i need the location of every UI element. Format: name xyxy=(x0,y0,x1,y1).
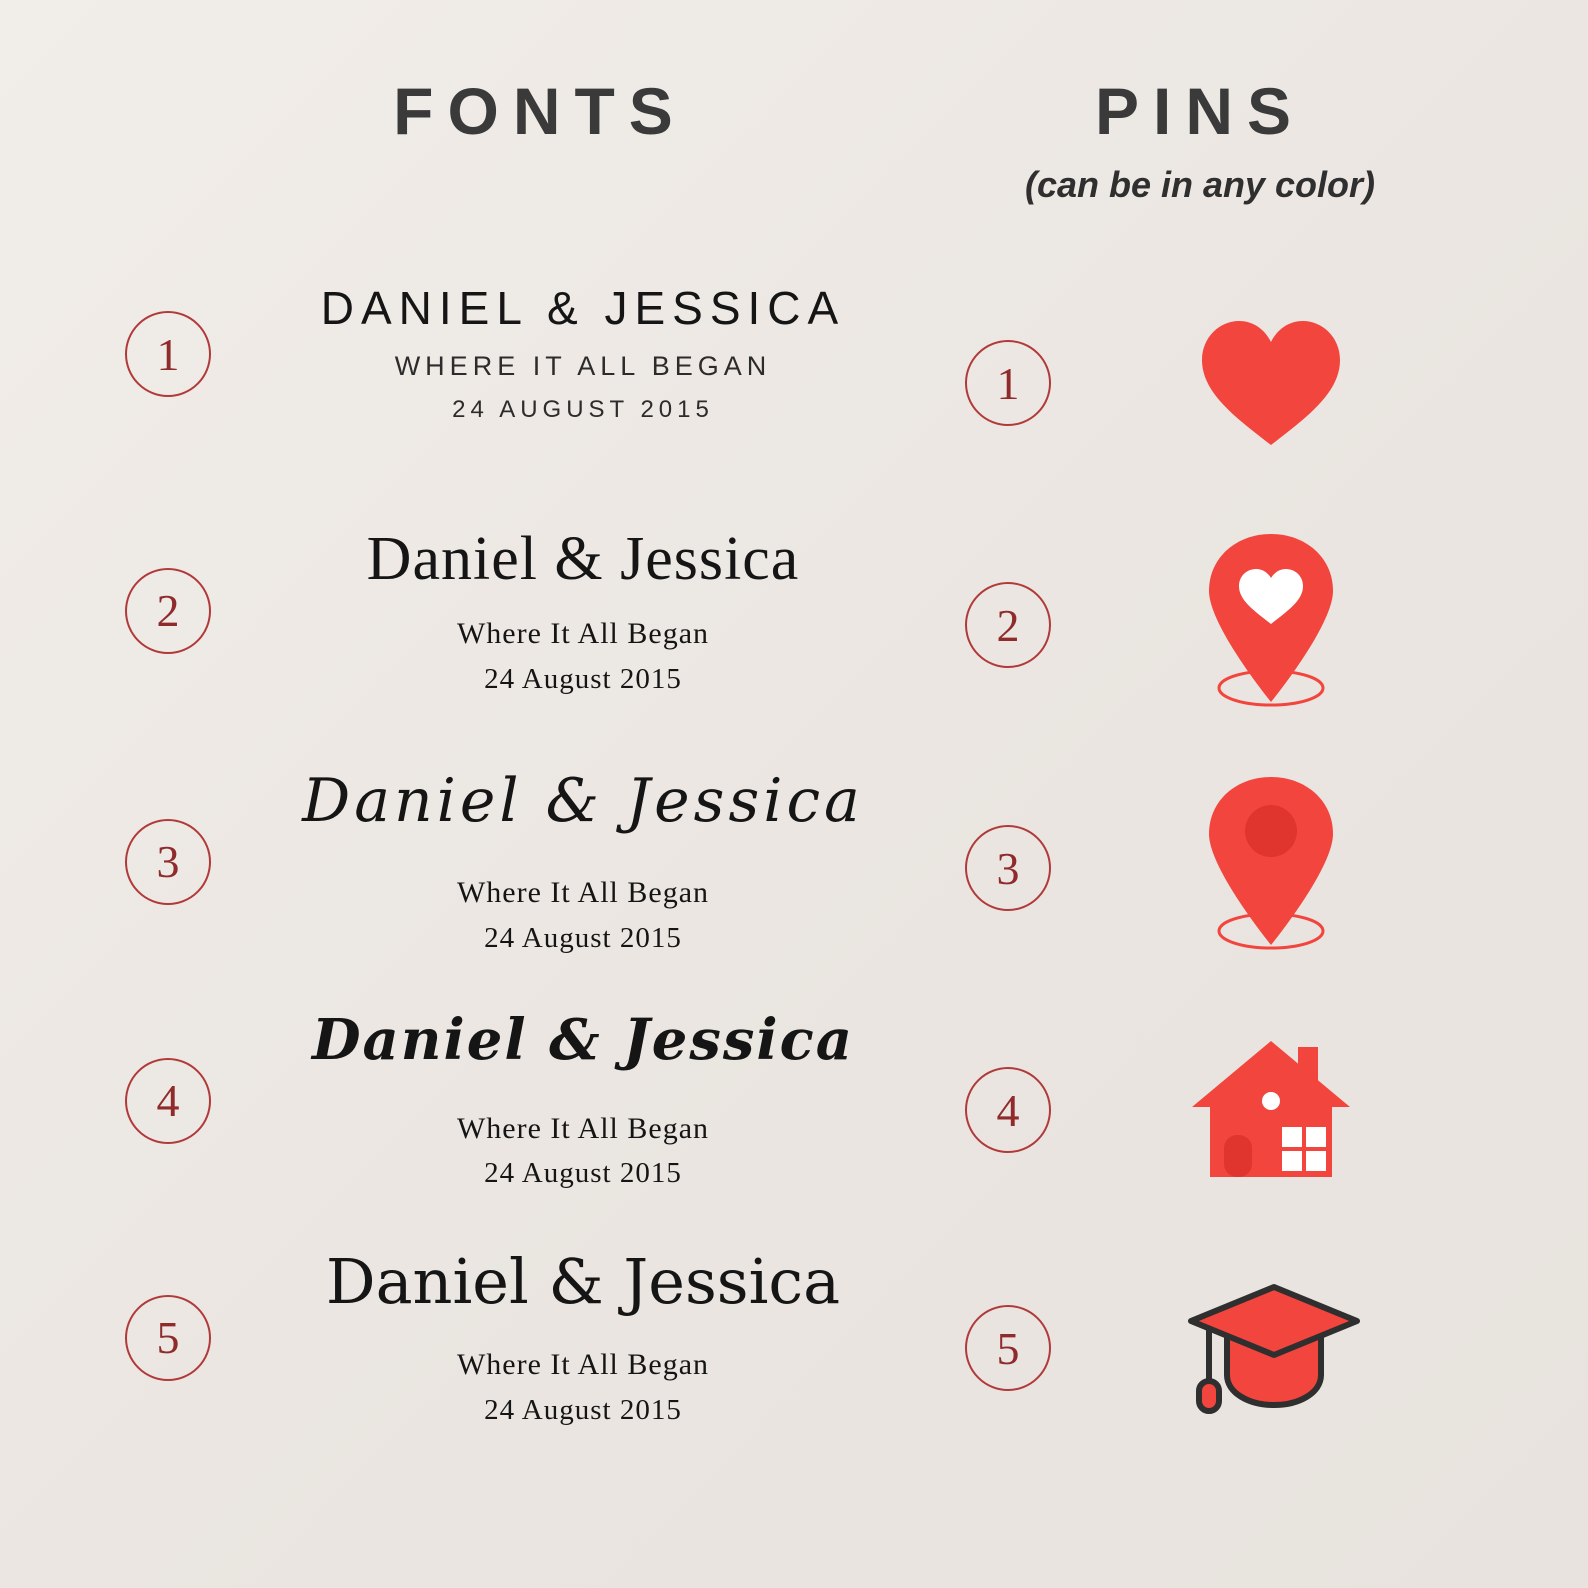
font-sample-subtitle: Where It All Began xyxy=(456,876,710,909)
font-option-4[interactable] xyxy=(125,1007,893,1191)
font-sample-date: 24 August 2015 xyxy=(484,662,682,695)
graduation-cap-icon xyxy=(1171,1248,1371,1448)
map-pin-dot-icon xyxy=(1171,768,1371,968)
font-option-5[interactable] xyxy=(125,1245,893,1428)
pin-option-number: 2 xyxy=(965,582,1051,668)
font-option-number: 1 xyxy=(125,311,211,397)
pins-title: PINS xyxy=(1094,74,1306,148)
font-sample-names: DANIEL & JESSICA xyxy=(320,282,846,334)
pin-option-5[interactable] xyxy=(965,1248,1371,1448)
pin-option-number: 4 xyxy=(965,1067,1051,1153)
font-sample xyxy=(273,768,893,956)
font-sample-date: 24 August 2015 xyxy=(484,1157,682,1190)
house-icon xyxy=(1171,1010,1371,1210)
pin-option-1[interactable] xyxy=(965,283,1371,483)
map-pin-heart-icon xyxy=(1171,525,1371,725)
pins-subtitle: (can be in any color) xyxy=(1024,164,1376,205)
font-sample xyxy=(273,283,893,425)
pin-option-number: 5 xyxy=(965,1305,1051,1391)
pin-option-3[interactable] xyxy=(965,768,1371,968)
pin-option-2[interactable] xyxy=(965,525,1371,725)
font-sample-date: 24 August 2015 xyxy=(484,1393,682,1426)
font-sample-subtitle: Where It All Began xyxy=(456,617,710,651)
pin-option-number: 1 xyxy=(965,340,1051,426)
font-sample-subtitle: Where It All Began xyxy=(456,1111,710,1145)
pin-option-4[interactable] xyxy=(965,1010,1371,1210)
font-sample xyxy=(273,1007,893,1191)
heart-icon xyxy=(1171,283,1371,483)
font-sample-subtitle: WHERE IT ALL BEGAN xyxy=(394,350,772,381)
font-option-1[interactable] xyxy=(125,283,893,425)
fonts-title: FONTS xyxy=(393,74,687,148)
font-sample xyxy=(273,1245,893,1428)
pins-column-heading xyxy=(880,74,1520,206)
pin-option-number: 3 xyxy=(965,825,1051,911)
fonts-column-heading xyxy=(180,74,900,148)
font-sample-names: Daniel & Jessica xyxy=(302,766,864,836)
font-sample-names: Daniel & Jessica xyxy=(325,1245,841,1318)
font-option-3[interactable] xyxy=(125,768,893,956)
font-sample-date: 24 AUGUST 2015 xyxy=(452,396,714,424)
font-option-number: 5 xyxy=(125,1295,211,1381)
font-option-number: 2 xyxy=(125,568,211,654)
font-sample-subtitle: Where It All Began xyxy=(456,1348,710,1382)
font-option-number: 4 xyxy=(125,1058,211,1144)
font-sample-names: Daniel & Jessica xyxy=(366,525,800,593)
font-sample-date: 24 August 2015 xyxy=(484,921,682,954)
font-sample xyxy=(273,525,893,697)
font-option-2[interactable] xyxy=(125,525,893,697)
font-option-number: 3 xyxy=(125,819,211,905)
font-sample-names: Daniel & Jessica xyxy=(311,1007,855,1073)
